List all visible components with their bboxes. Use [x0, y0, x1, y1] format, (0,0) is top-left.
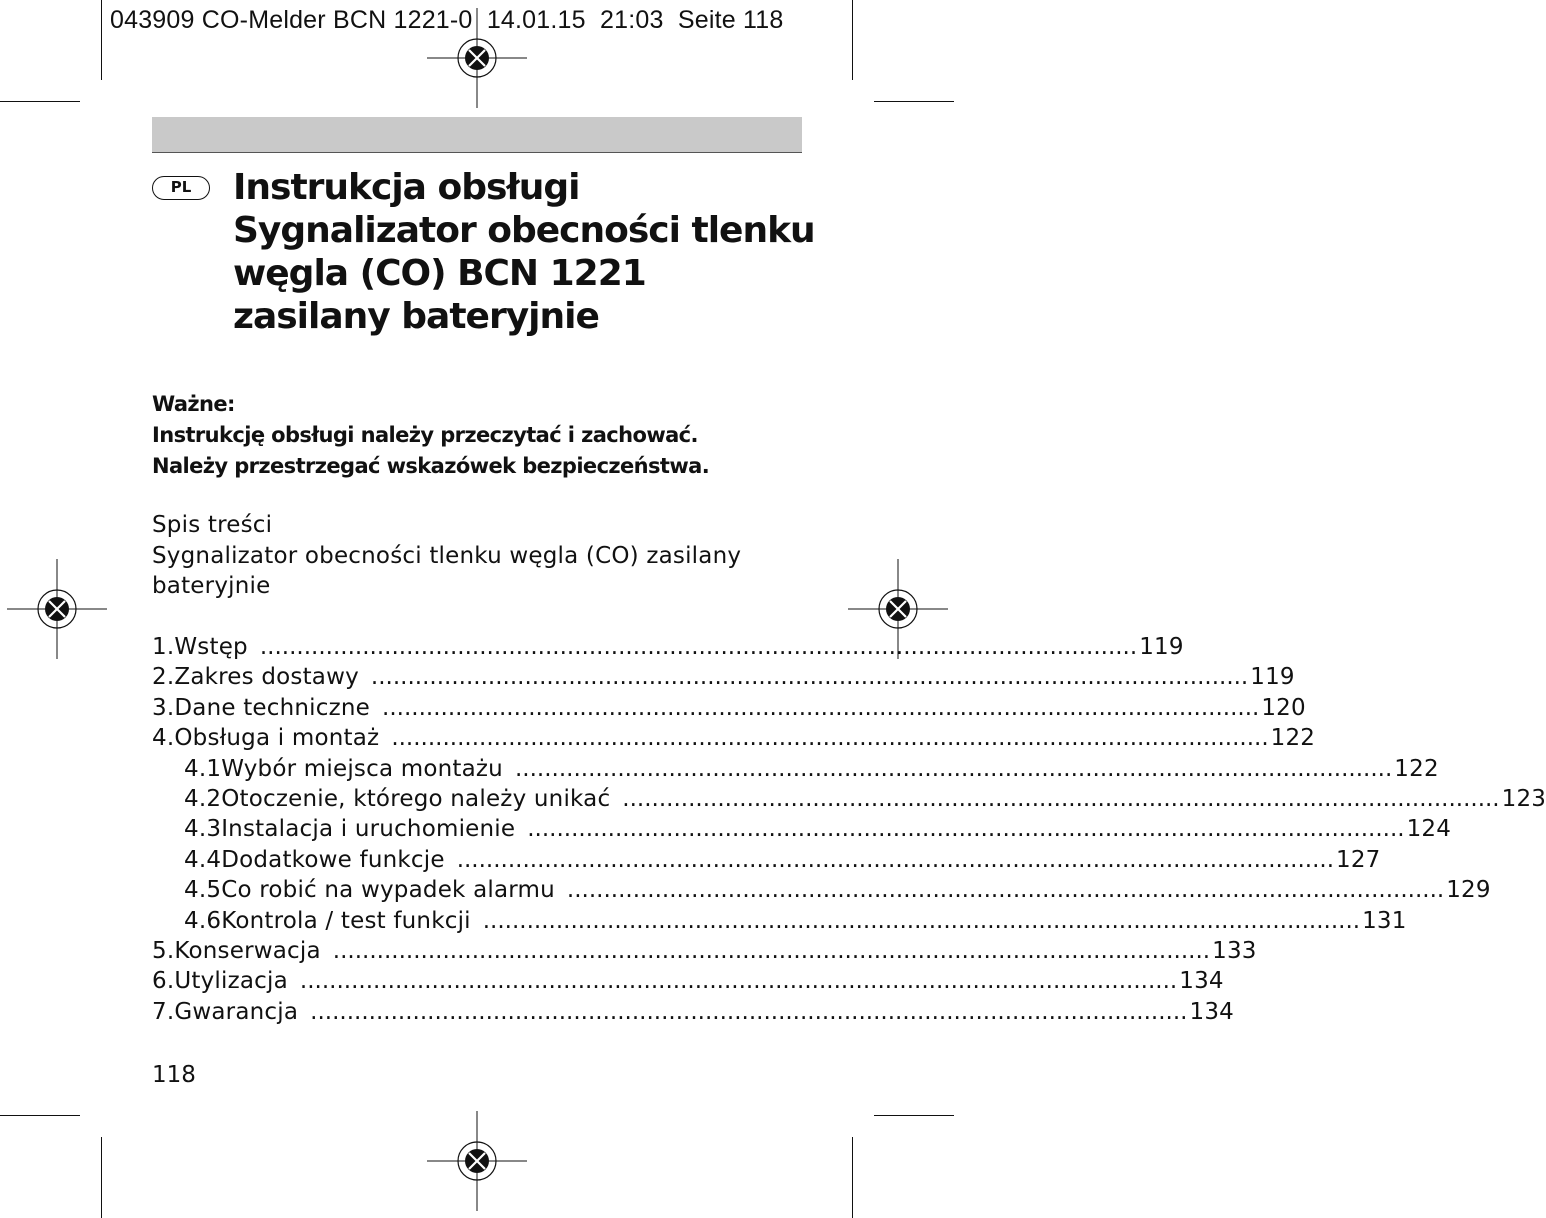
- important-heading: Ważne:: [152, 392, 235, 416]
- toc-entry-label: Obsługa i montaż: [174, 725, 380, 752]
- toc-leader-dots: ........................................................................................................................: [391, 725, 1269, 752]
- page-number: 118: [152, 1062, 196, 1088]
- toc-entry-label: Zakres dostawy: [174, 664, 359, 691]
- registration-mark-icon: [427, 1111, 527, 1211]
- important-line: Instrukcję obsługi należy przeczytać i zachować.: [152, 423, 698, 447]
- toc-leader-dots: ........................................................................................................................: [514, 755, 1393, 782]
- toc-leader-dots: ........................................................................................................................: [332, 937, 1211, 964]
- toc-leader-dots: ........................................................................................................................: [259, 634, 1138, 660]
- toc-leader-dots: ........................................................................................................................: [622, 785, 1500, 812]
- toc-leader-dots: ........................................................................................................................: [382, 694, 1260, 721]
- toc-entry: [152, 997, 1234, 1027]
- title-line: węgla (CO) BCN 1221: [233, 253, 646, 294]
- important-line: Należy przestrzegać wskazówek bezpieczeństwa.: [152, 454, 710, 478]
- crop-mark-icon: [0, 1115, 80, 1116]
- toc-leader-dots: ........................................................................................................................: [482, 907, 1361, 934]
- toc-entry-label: Kontrola / test funkcji: [221, 907, 471, 934]
- toc-entry-number: 4.6: [184, 907, 222, 934]
- toc-leader-dots: ........................................................................................................................: [527, 816, 1405, 843]
- toc-entry-page: 129: [1446, 877, 1491, 904]
- toc-leader-dots: ........................................................................................................................: [566, 877, 1445, 904]
- toc-leader-dots: ........................................................................................................................: [456, 846, 1335, 873]
- toc-entry-page: 131: [1362, 907, 1407, 934]
- registration-mark-icon: [427, 8, 527, 108]
- crop-mark-icon: [0, 101, 80, 102]
- crop-mark-icon: [852, 0, 853, 80]
- toc-entry-label: Wybór miejsca montażu: [221, 755, 503, 782]
- title-line: Instrukcja obsługi: [233, 167, 580, 208]
- crop-mark-icon: [874, 101, 954, 102]
- toc-entry-label: Utylizacja: [174, 968, 288, 995]
- toc-entry-number: 4.2: [184, 785, 222, 812]
- toc-entry: [152, 632, 1184, 662]
- toc-entry-page: 133: [1212, 937, 1257, 964]
- table-of-contents: [152, 632, 1546, 1027]
- toc-entry-page: 134: [1189, 998, 1234, 1025]
- toc-entry-number: 2.: [152, 664, 175, 691]
- toc-entry-page: 120: [1261, 694, 1306, 721]
- toc-entry-label: Dane techniczne: [174, 694, 371, 721]
- crop-mark-icon: [101, 0, 102, 80]
- toc-entry: [152, 723, 1316, 753]
- header-bar: [152, 117, 802, 153]
- toc-entry-label: Co robić na wypadek alarmu: [221, 877, 555, 904]
- toc-heading: Spis treści: [152, 512, 273, 538]
- toc-entry-number: 4.1: [184, 755, 222, 782]
- title-line: zasilany bateryjnie: [233, 296, 599, 337]
- toc-subtitle: bateryjnie: [152, 573, 271, 599]
- toc-entry: [152, 662, 1295, 692]
- toc-entry: [152, 936, 1257, 966]
- toc-intro: [152, 510, 741, 602]
- title-line: Sygnalizator obecności tlenku: [233, 210, 815, 251]
- language-badge: PL: [152, 176, 210, 200]
- toc-entry-number: 1.: [152, 634, 175, 660]
- toc-entry: [152, 966, 1224, 996]
- registration-mark-icon: [7, 559, 107, 659]
- toc-entry-number: 3.: [152, 694, 175, 721]
- toc-entry: [152, 754, 1439, 784]
- toc-entry: [152, 784, 1546, 814]
- toc-entry-label: Konserwacja: [174, 937, 321, 964]
- toc-entry-page: 119: [1139, 634, 1184, 660]
- toc-entry-label: Instalacja i uruchomienie: [221, 816, 516, 843]
- toc-entry-page: 127: [1336, 846, 1381, 873]
- toc-entry: [152, 814, 1452, 844]
- crop-mark-icon: [852, 1137, 853, 1218]
- toc-leader-dots: ........................................................................................................................: [299, 968, 1178, 995]
- toc-entry-page: 134: [1179, 968, 1224, 995]
- crop-mark-icon: [101, 1137, 102, 1218]
- print-slug: 043909 CO-Melder BCN 1221-0 14.01.15 21:03 Seite 118: [110, 6, 784, 34]
- toc-entry-number: 6.: [152, 968, 175, 995]
- toc-entry: [152, 875, 1491, 905]
- toc-entry-label: Otoczenie, którego należy unikać: [221, 785, 611, 812]
- toc-entry: [152, 906, 1407, 936]
- toc-leader-dots: ........................................................................................................................: [310, 998, 1188, 1025]
- toc-entry-number: 4.5: [184, 877, 222, 904]
- important-notice: [152, 389, 709, 482]
- toc-entry-number: 4.: [152, 725, 175, 752]
- toc-entry-page: 122: [1394, 755, 1439, 782]
- toc-entry-label: Wstęp: [174, 634, 248, 660]
- toc-entry-number: 5.: [152, 937, 175, 964]
- toc-entry-page: 119: [1250, 664, 1295, 691]
- toc-leader-dots: ........................................................................................................................: [370, 664, 1249, 691]
- toc-entry: [152, 845, 1381, 875]
- toc-entry-number: 7.: [152, 998, 175, 1025]
- toc-entry-page: 123: [1501, 785, 1546, 812]
- toc-entry: [152, 693, 1306, 723]
- document-title: [233, 166, 833, 338]
- crop-mark-icon: [874, 1115, 954, 1116]
- toc-entry-page: 124: [1406, 816, 1452, 843]
- toc-subtitle: Sygnalizator obecności tlenku węgla (CO) zasilany: [152, 542, 742, 569]
- toc-entry-number: 4.3: [184, 816, 222, 843]
- toc-entry-label: Gwarancja: [174, 998, 299, 1025]
- toc-entry-number: 4.4: [184, 846, 222, 873]
- toc-entry-label: Dodatkowe funkcje: [221, 846, 445, 873]
- toc-entry-page: 122: [1270, 725, 1316, 752]
